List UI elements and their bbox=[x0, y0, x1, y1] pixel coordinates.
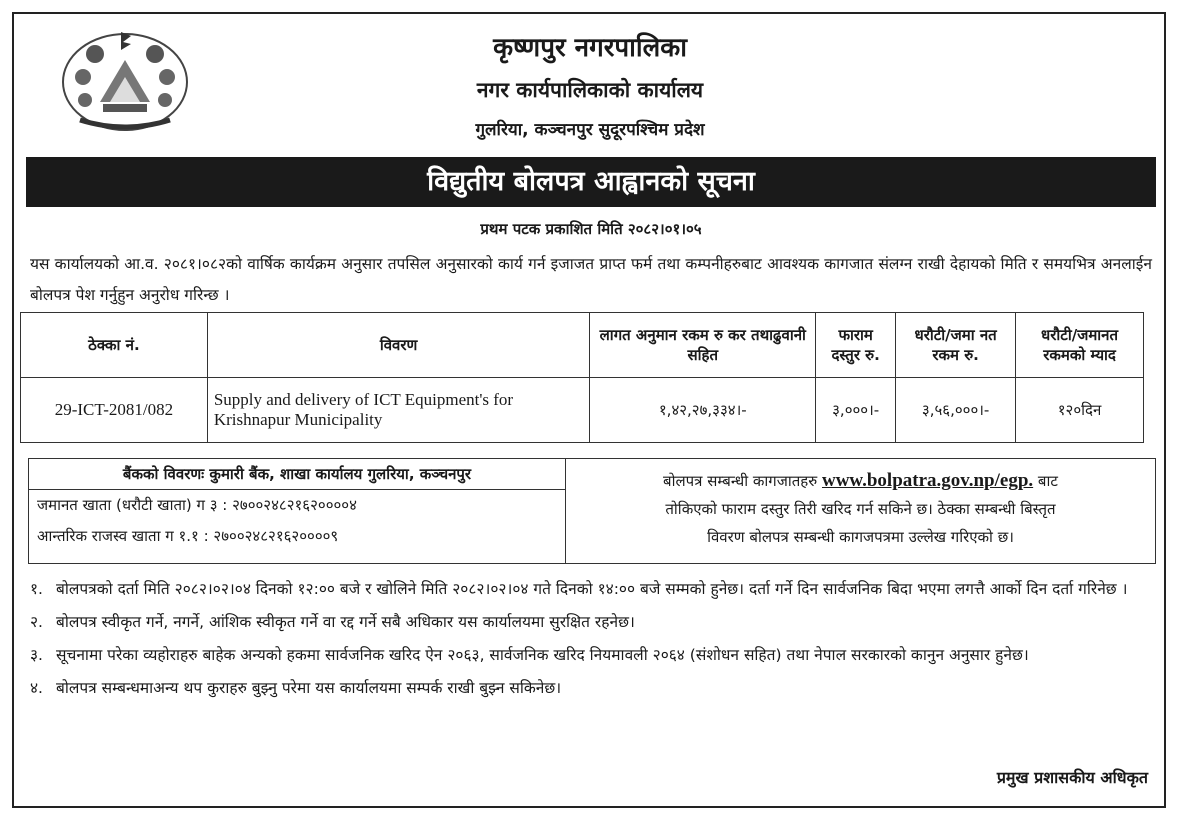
table-header-row bbox=[21, 313, 1144, 378]
col-header-contract-no: ठेक्का नं. bbox=[21, 313, 208, 378]
notice-title: विद्युतीय बोलपत्र आह्वानको सूचना bbox=[26, 157, 1156, 207]
office-address: गुलरिया, कञ्चनपुर सुदूरपश्चिम प्रदेश bbox=[475, 120, 705, 140]
cell-deposit: ३,५६,०००।- bbox=[896, 378, 1016, 443]
list-item bbox=[30, 673, 1152, 704]
col-header-validity: धरौटी/जमानत रकमको म्याद bbox=[1016, 313, 1144, 378]
bank-heading: बैंकको विवरणः कुमारी बैंक, शाखा कार्यालय गुलरिया, कञ्चनपुर bbox=[29, 459, 565, 490]
item-text: बोलपत्र सम्बन्धमाअन्य थप कुराहरु बुझ्नु परेमा यस कार्यालयमा सम्पर्क राखी बुझ्न सकिनेछ। bbox=[56, 679, 562, 697]
info-line-1 bbox=[566, 467, 1155, 495]
bid-document-info-box bbox=[566, 458, 1156, 564]
item-number: ४. bbox=[30, 679, 43, 697]
item-number: २. bbox=[30, 613, 43, 631]
item-text: बोलपत्र स्वीकृत गर्ने, नगर्ने, आंशिक स्वीकृत गर्ने वा रद्द गर्ने सबै अधिकार यस कार्यालयमा सुरक्षित रहनेछ। bbox=[56, 613, 635, 631]
col-header-description: विवरण bbox=[207, 313, 590, 378]
intro-paragraph: यस कार्यालयको आ.व. २०८१।०८२को वार्षिक कार्यक्रम अनुसार तपसिल अनुसारको कार्य गर्न इजाजत प्राप्त फर्म तथा कम्पनीहरुबाट आवश्यक कागजात संलग्न राखी देहायको मिति र समयभित्र अनलाईन बोलपत्र पेश गर्नुहुन अनुरोध गरिन्छ । bbox=[30, 255, 1152, 304]
col-header-form-fee: फाराम दस्तुर रु. bbox=[816, 313, 896, 378]
municipality-name: कृष्णपुर नगरपालिका bbox=[493, 33, 687, 63]
cell-form-fee: ३,०००।- bbox=[816, 378, 896, 443]
cell-contract-no: 29-ICT-2081/082 bbox=[21, 378, 208, 443]
bank-details-box bbox=[28, 458, 566, 564]
bank-account-revenue: आन्तरिक राजस्व खाता ग १.१ : २७००२४८२१६२००००९ bbox=[37, 527, 339, 545]
list-item bbox=[30, 640, 1152, 671]
nepal-government-emblem-icon bbox=[55, 22, 195, 137]
item-text: सूचनामा परेका व्यहोराहरु बाहेक अन्यको हकमा सार्वजनिक खरिद ऐन २०६३, सार्वजनिक खरिद नियमावली २०६४ (संशोधन सहित) तथा नेपाल सरकारको कानुन अनुसार हुनेछ। bbox=[56, 646, 1029, 664]
item-number: १. bbox=[30, 580, 43, 598]
info-line-2: तोकिएको फाराम दस्तुर तिरी खरिद गर्न सकिने छ। ठेक्का सम्बन्धी बिस्तृत bbox=[665, 500, 1056, 518]
cell-description: Supply and delivery of ICT Equipment's for Krishnapur Municipality bbox=[207, 378, 590, 443]
bolpatra-link[interactable]: www.bolpatra.gov.np/egp. bbox=[821, 470, 1034, 491]
office-name: नगर कार्यपालिकाको कार्यालय bbox=[476, 78, 704, 102]
info-after-url: बाट bbox=[1037, 472, 1058, 490]
info-before-url: बोलपत्र सम्बन्धी कागजातहरु bbox=[663, 472, 818, 490]
list-item bbox=[30, 607, 1152, 638]
list-item bbox=[30, 574, 1152, 605]
signatory-title: प्रमुख प्रशासकीय अधिकृत bbox=[996, 768, 1148, 787]
info-line-3: विवरण बोलपत्र सम्बन्धी कागजपत्रमा उल्लेख गरिएको छ। bbox=[707, 528, 1014, 546]
bank-account-deposit: जमानत खाता (धरौटी खाता) ग ३ : २७००२४८२१६२००००४ bbox=[37, 496, 357, 514]
col-header-deposit: धरौटी/जमा नत रकम रु. bbox=[896, 313, 1016, 378]
item-text: बोलपत्रको दर्ता मिति २०८२।०२।०४ दिनको १२:०० बजे र खोलिने मिति २०८२।०२।०४ गते दिनको १४:०० बजे सम्मको हुनेछ। दर्ता गर्ने दिन सार्वजनिक बिदा भएमा लगत्तै आर्को दिन दर्ता गरिनेछ । bbox=[56, 580, 1128, 598]
col-header-estimate: लागत अनुमान रकम रु कर तथाढुवानी सहित bbox=[590, 313, 816, 378]
cell-validity: १२०दिन bbox=[1016, 378, 1144, 443]
conditions-list bbox=[30, 574, 1152, 706]
tender-table bbox=[20, 312, 1144, 443]
cell-estimate: १,४२,२७,३३४।- bbox=[590, 378, 816, 443]
item-number: ३. bbox=[30, 646, 43, 664]
published-date: प्रथम पटक प्रकाशित मिति २०८२।०१।०५ bbox=[480, 220, 702, 238]
table-row bbox=[21, 378, 1144, 443]
